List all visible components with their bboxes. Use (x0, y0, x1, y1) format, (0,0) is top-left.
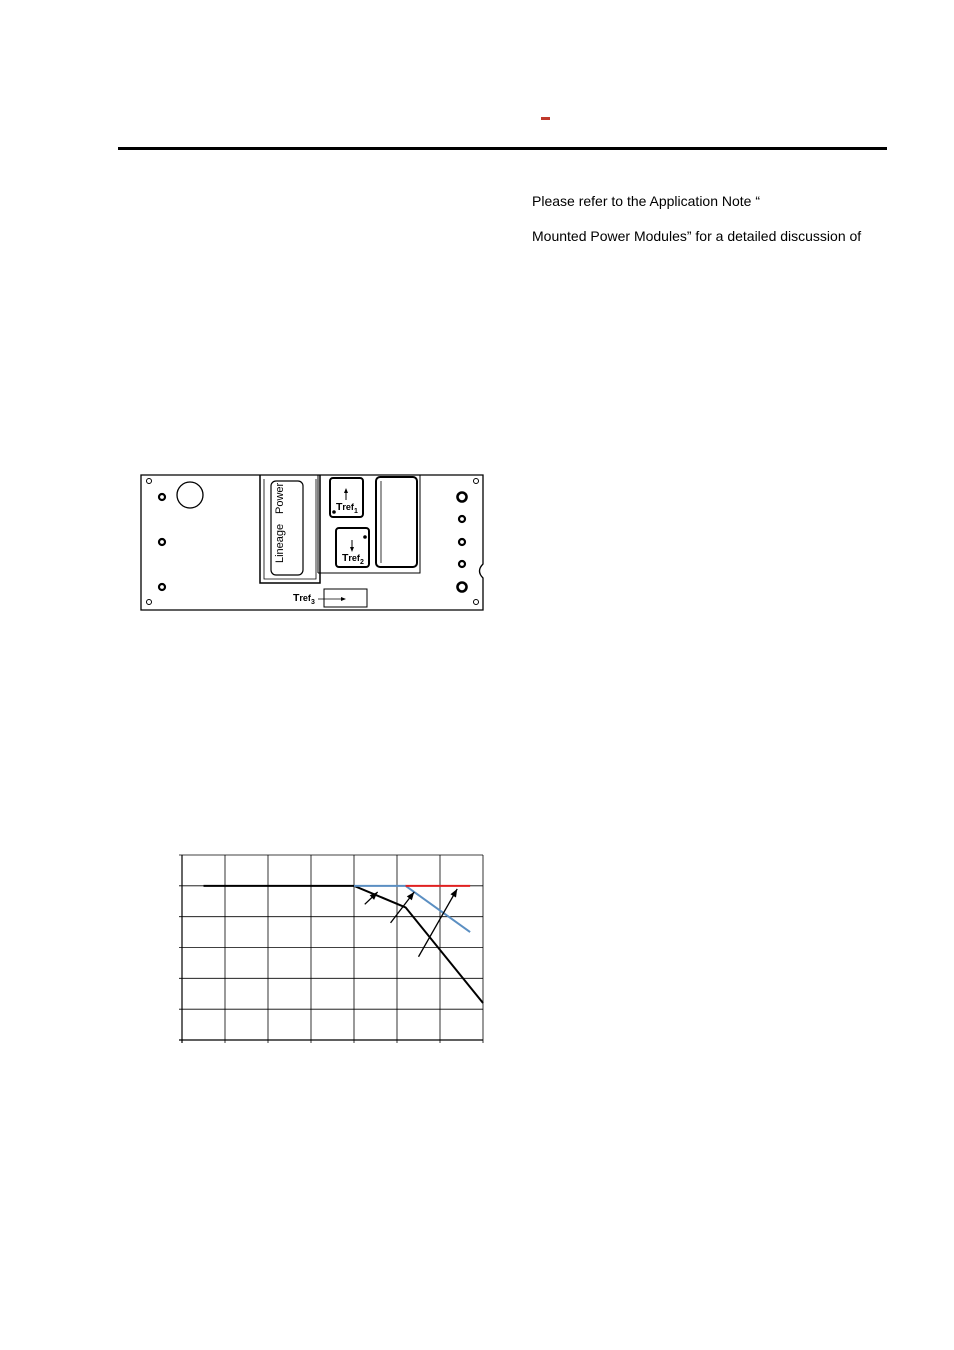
annotation-arrow-shaft (419, 889, 458, 957)
pin (159, 584, 165, 590)
annotation-arrow-shaft (365, 892, 378, 904)
corner-hole (474, 600, 479, 605)
chart-series (204, 886, 484, 1003)
annotation-arrow-head (407, 892, 414, 900)
pin (459, 516, 465, 522)
tref1-component (330, 478, 363, 517)
annotation-arrow-head (370, 892, 378, 900)
board-outline (141, 475, 483, 610)
pin (159, 539, 165, 545)
series-line (354, 886, 470, 932)
body-text-line: Please refer to the Application Note “ (532, 193, 761, 209)
corner-hole (474, 479, 479, 484)
header-accent-mark (541, 117, 550, 120)
corner-hole (147, 600, 152, 605)
brand-label-power: Power (274, 482, 286, 514)
corner-hole (147, 479, 152, 484)
brand-label-lineage: Lineage (274, 523, 286, 563)
header-rule (118, 147, 887, 150)
tref2-label: Tref$_2$ (342, 552, 364, 566)
transformer (260, 475, 320, 583)
mounting-hole (177, 482, 203, 508)
pin (458, 493, 467, 502)
pin (459, 561, 465, 567)
tref2-component (336, 528, 369, 567)
pin (459, 539, 465, 545)
pin (458, 583, 467, 592)
tref3-component (324, 589, 367, 607)
chart-grid (179, 855, 483, 1043)
annotation-arrow-head (450, 889, 457, 898)
tref3-label: Tref$_3$ (293, 592, 315, 606)
tref1-label: Tref$_1$ (336, 501, 358, 515)
pin (159, 494, 165, 500)
annotation-arrow-shaft (391, 892, 415, 923)
chart-annotations (365, 889, 457, 957)
series-line (204, 886, 484, 1003)
body-text-line: Mounted Power Modules” for a detailed discussion of (532, 228, 862, 244)
inductor (376, 477, 417, 567)
